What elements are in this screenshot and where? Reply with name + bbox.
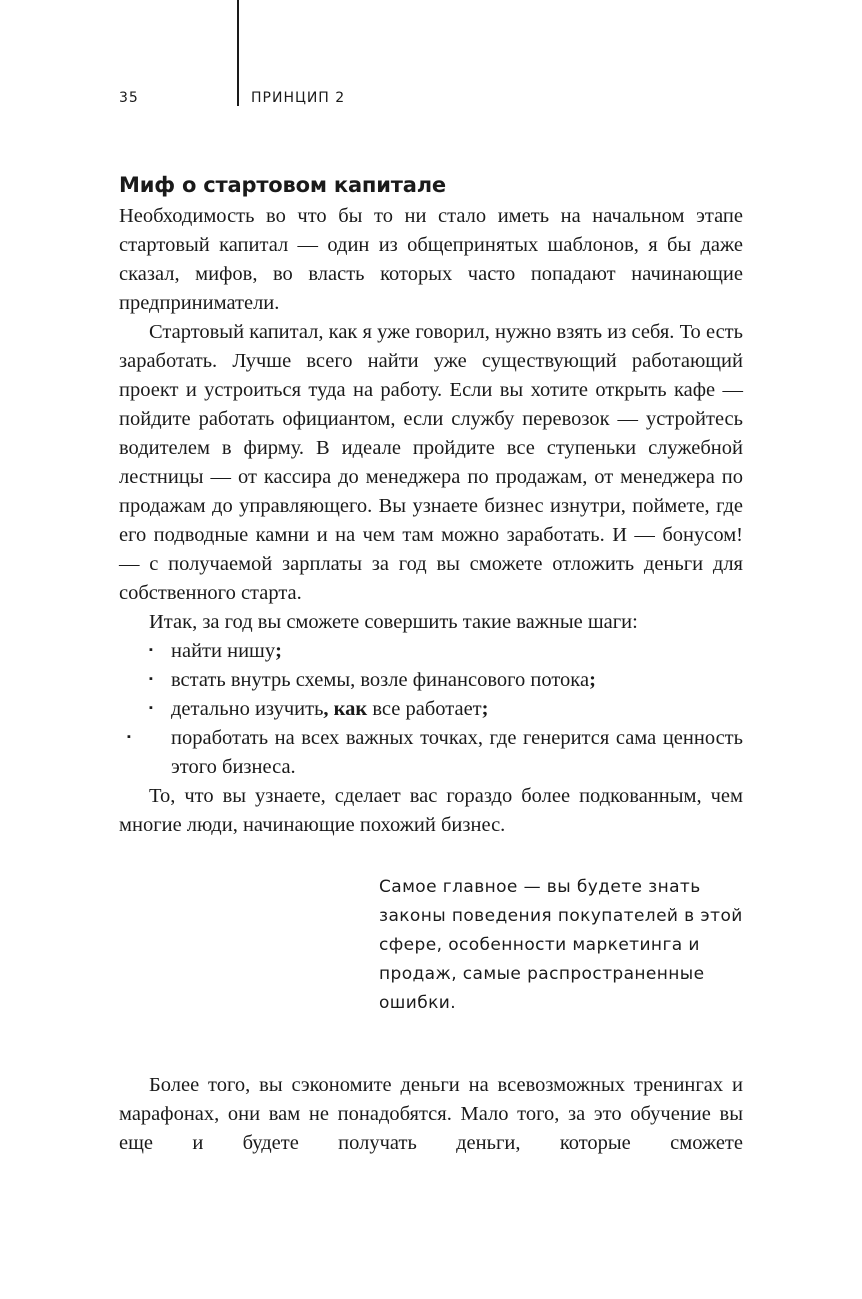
paragraph: То, что вы узнаете, сделает вас гораздо более подкованным, чем многие люди, начинающие похожий бизнес. xyxy=(119,785,743,836)
list-item: ▪ детально изучить, как все работает; xyxy=(119,695,743,724)
page-number: 35 xyxy=(119,90,139,106)
page-content xyxy=(119,168,743,1158)
list-item: ▪ встать внутрь схемы, возле финансового потока; xyxy=(119,666,743,695)
running-head: ПРИНЦИП 2 xyxy=(251,90,346,106)
section-heading: Миф о стартовом капитале xyxy=(119,173,446,197)
body-text xyxy=(119,1071,743,1158)
list-item: ▪ найти нишу; xyxy=(119,637,743,666)
body-text xyxy=(119,202,743,840)
paragraph: Стартовый капитал, как я уже говорил, нужно взять из себя. То есть заработать. Лучше всего найти уже существующий работающий проект и устроиться туда на работу. Если вы хотите открыть кафе — пойдите работать официантом, если службу перевозок — устройтесь водителем в фирму. В идеале пройдите все ступеньки служебной лестницы — от кассира до менеджера по продажам, от менеджера по продажам до управляющего. Вы узнаете бизнес изнутри, поймете, где его подводные камни и на чем там можно заработать. И — бонусом! — с получаемой зарплаты за год вы сможете отложить деньги для собственного старта. xyxy=(119,321,743,604)
list-item: ▪ поработать на всех важных точках, где генерится сама ценность этого бизнеса. xyxy=(119,724,743,782)
paragraph: Более того, вы сэкономите деньги на всевозможных тренингах и марафонах, они вам не понадобятся. Мало того, за это обучение вы еще и будете получать деньги, которые сможете xyxy=(119,1074,743,1154)
paragraph: Необходимость во что бы то ни стало иметь на начальном этапе стартовый капитал — один из общепринятых шаблонов, я бы даже сказал, мифов, во власть которых часто попадают начинающие предприниматели. xyxy=(119,205,743,314)
pull-quote: Самое главное — вы будете знать законы поведения покупателей в этой сфере, особенности маркетинга и продаж, самые распространенные ошибки. xyxy=(379,877,743,1013)
paragraph: Итак, за год вы сможете совершить такие важные шаги: xyxy=(149,611,638,633)
steps-list xyxy=(119,637,743,782)
header-rule xyxy=(237,0,239,106)
